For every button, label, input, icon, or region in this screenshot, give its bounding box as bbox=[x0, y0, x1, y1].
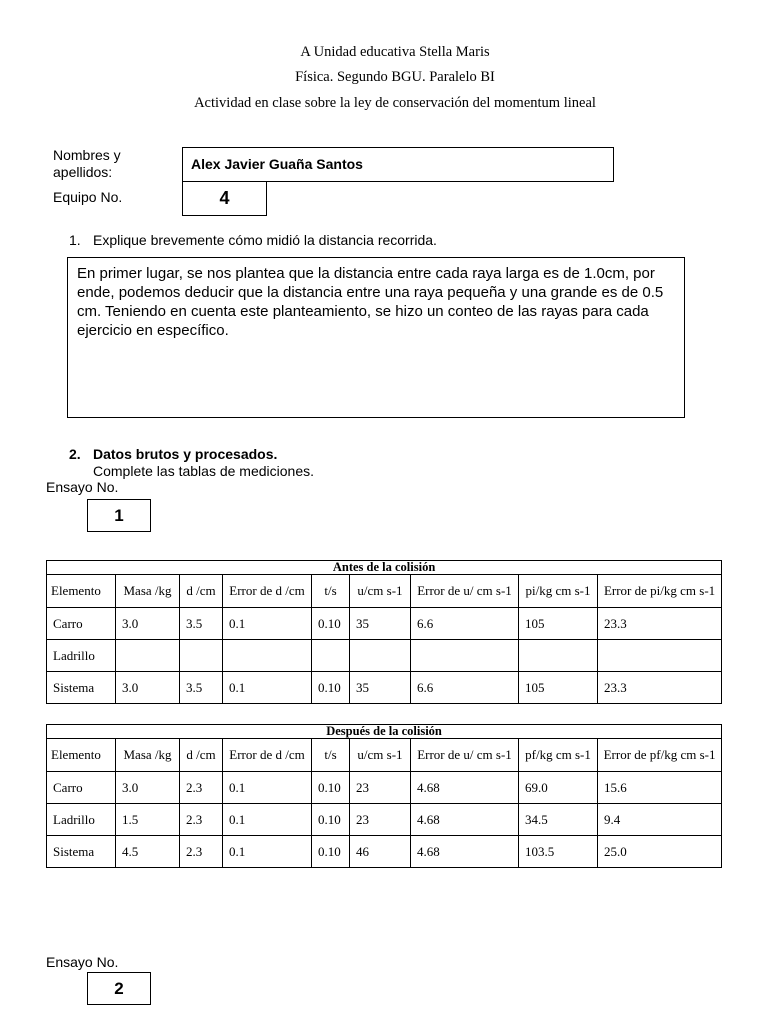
table-cell: 0.10 bbox=[312, 672, 350, 704]
col-header-t: t/s bbox=[312, 739, 350, 772]
q1-text: Explique brevemente cómo midió la distancia recorrida. bbox=[93, 232, 437, 248]
col-header-mass: Masa /kg bbox=[116, 739, 180, 772]
table-cell: 0.1 bbox=[223, 608, 312, 640]
table-cell: 105 bbox=[519, 608, 598, 640]
col-header-d-error: Error de d /cm bbox=[223, 575, 312, 608]
table-cell: 23 bbox=[350, 772, 411, 804]
col-header-p: pi/kg cm s-1 bbox=[519, 575, 598, 608]
table-cell: Ladrillo bbox=[47, 804, 116, 836]
col-header-u: u/cm s-1 bbox=[350, 739, 411, 772]
header-activity: Actividad en clase sobre la ley de conservación del momentum lineal bbox=[194, 95, 596, 111]
q2-subtitle: Complete las tablas de mediciones. bbox=[93, 463, 315, 479]
table-cell bbox=[519, 640, 598, 672]
table-cell bbox=[223, 640, 312, 672]
table-cell bbox=[350, 640, 411, 672]
table-cell: 0.1 bbox=[223, 836, 312, 868]
col-header-element: Elemento bbox=[47, 575, 116, 608]
table-after-collision bbox=[46, 724, 722, 868]
col-header-d: d /cm bbox=[180, 575, 223, 608]
q2-title: Datos brutos y procesados. bbox=[93, 446, 278, 462]
table-cell: Sistema bbox=[47, 672, 116, 704]
table-cell bbox=[598, 640, 722, 672]
table-cell: 3.0 bbox=[116, 772, 180, 804]
table-cell: 46 bbox=[350, 836, 411, 868]
col-header-u-error: Error de u/ cm s-1 bbox=[411, 739, 519, 772]
table-cell: 35 bbox=[350, 608, 411, 640]
table-cell: 2.3 bbox=[180, 772, 223, 804]
table-before-collision bbox=[46, 560, 722, 704]
table-row bbox=[47, 672, 722, 704]
header-school: A Unidad educativa Stella Maris bbox=[300, 44, 490, 60]
table-cell: 4.68 bbox=[411, 772, 519, 804]
table-after-caption: Después de la colisión bbox=[47, 725, 722, 739]
table-cell: 2.3 bbox=[180, 804, 223, 836]
table-row bbox=[47, 608, 722, 640]
table-cell: 4.68 bbox=[411, 836, 519, 868]
table-row bbox=[47, 804, 722, 836]
col-header-u: u/cm s-1 bbox=[350, 575, 411, 608]
table-cell bbox=[180, 640, 223, 672]
table-cell: Carro bbox=[47, 772, 116, 804]
trial2-field[interactable]: 2 bbox=[87, 972, 151, 1005]
col-header-u-error: Error de u/ cm s-1 bbox=[411, 575, 519, 608]
col-header-p-error: Error de pi/kg cm s-1 bbox=[598, 575, 722, 608]
table-cell: 103.5 bbox=[519, 836, 598, 868]
table-cell: 4.5 bbox=[116, 836, 180, 868]
table-cell: 0.10 bbox=[312, 608, 350, 640]
col-header-t: t/s bbox=[312, 575, 350, 608]
trial2-label: Ensayo No. bbox=[46, 954, 119, 970]
table-cell: 3.0 bbox=[116, 608, 180, 640]
table-cell: 15.6 bbox=[598, 772, 722, 804]
table-cell: 6.6 bbox=[411, 672, 519, 704]
team-field[interactable]: 4 bbox=[182, 181, 267, 216]
table-cell: 105 bbox=[519, 672, 598, 704]
table-row bbox=[47, 640, 722, 672]
table-row bbox=[47, 772, 722, 804]
table-cell: 6.6 bbox=[411, 608, 519, 640]
table-cell: 69.0 bbox=[519, 772, 598, 804]
table-cell bbox=[312, 640, 350, 672]
table-cell: 4.68 bbox=[411, 804, 519, 836]
col-header-element: Elemento bbox=[47, 739, 116, 772]
col-header-d-error: Error de d /cm bbox=[223, 739, 312, 772]
table-cell: 3.5 bbox=[180, 672, 223, 704]
table-cell: 0.10 bbox=[312, 772, 350, 804]
table-cell: 1.5 bbox=[116, 804, 180, 836]
name-label: Nombres y apellidos: bbox=[53, 147, 121, 180]
table-cell: 23.3 bbox=[598, 608, 722, 640]
q1-number: 1. bbox=[69, 232, 81, 248]
name-field[interactable] bbox=[182, 147, 614, 182]
table-cell: Carro bbox=[47, 608, 116, 640]
header-course: Física. Segundo BGU. Paralelo BI bbox=[295, 69, 495, 85]
table-cell: 0.1 bbox=[223, 772, 312, 804]
q2-number: 2. bbox=[69, 446, 81, 462]
table-cell: Ladrillo bbox=[47, 640, 116, 672]
table-cell: 23 bbox=[350, 804, 411, 836]
team-label: Equipo No. bbox=[53, 189, 123, 205]
table-cell: 0.1 bbox=[223, 672, 312, 704]
table-header-row bbox=[47, 575, 722, 608]
table-cell: 0.10 bbox=[312, 836, 350, 868]
table-cell: 35 bbox=[350, 672, 411, 704]
name-value: Alex Javier Guaña Santos bbox=[191, 156, 363, 172]
table-row bbox=[47, 836, 722, 868]
table-cell: 3.5 bbox=[180, 608, 223, 640]
table-cell bbox=[411, 640, 519, 672]
col-header-mass: Masa /kg bbox=[116, 575, 180, 608]
table-cell: 9.4 bbox=[598, 804, 722, 836]
col-header-p: pf/kg cm s-1 bbox=[519, 739, 598, 772]
table-cell bbox=[116, 640, 180, 672]
col-header-d: d /cm bbox=[180, 739, 223, 772]
trial1-label: Ensayo No. bbox=[46, 479, 119, 495]
q1-answer-box[interactable] bbox=[67, 257, 685, 418]
table-cell: 0.10 bbox=[312, 804, 350, 836]
table-header-row bbox=[47, 739, 722, 772]
table-cell: 23.3 bbox=[598, 672, 722, 704]
table-cell: 3.0 bbox=[116, 672, 180, 704]
table-before-caption: Antes de la colisión bbox=[47, 561, 722, 575]
col-header-p-error: Error de pf/kg cm s-1 bbox=[598, 739, 722, 772]
q1-answer: En primer lugar, se nos plantea que la distancia entre cada raya larga es de 1.0cm, por ende, podemos deducir que la distancia entre una raya pequeña y una grande es de 0.5 cm. Teniendo en cuenta este planteamiento, se hizo un conteo de las rayas para cada ejercicio en específico. bbox=[77, 265, 664, 339]
table-cell: 34.5 bbox=[519, 804, 598, 836]
table-cell: Sistema bbox=[47, 836, 116, 868]
trial1-field[interactable]: 1 bbox=[87, 499, 151, 532]
table-cell: 2.3 bbox=[180, 836, 223, 868]
table-cell: 0.1 bbox=[223, 804, 312, 836]
table-cell: 25.0 bbox=[598, 836, 722, 868]
